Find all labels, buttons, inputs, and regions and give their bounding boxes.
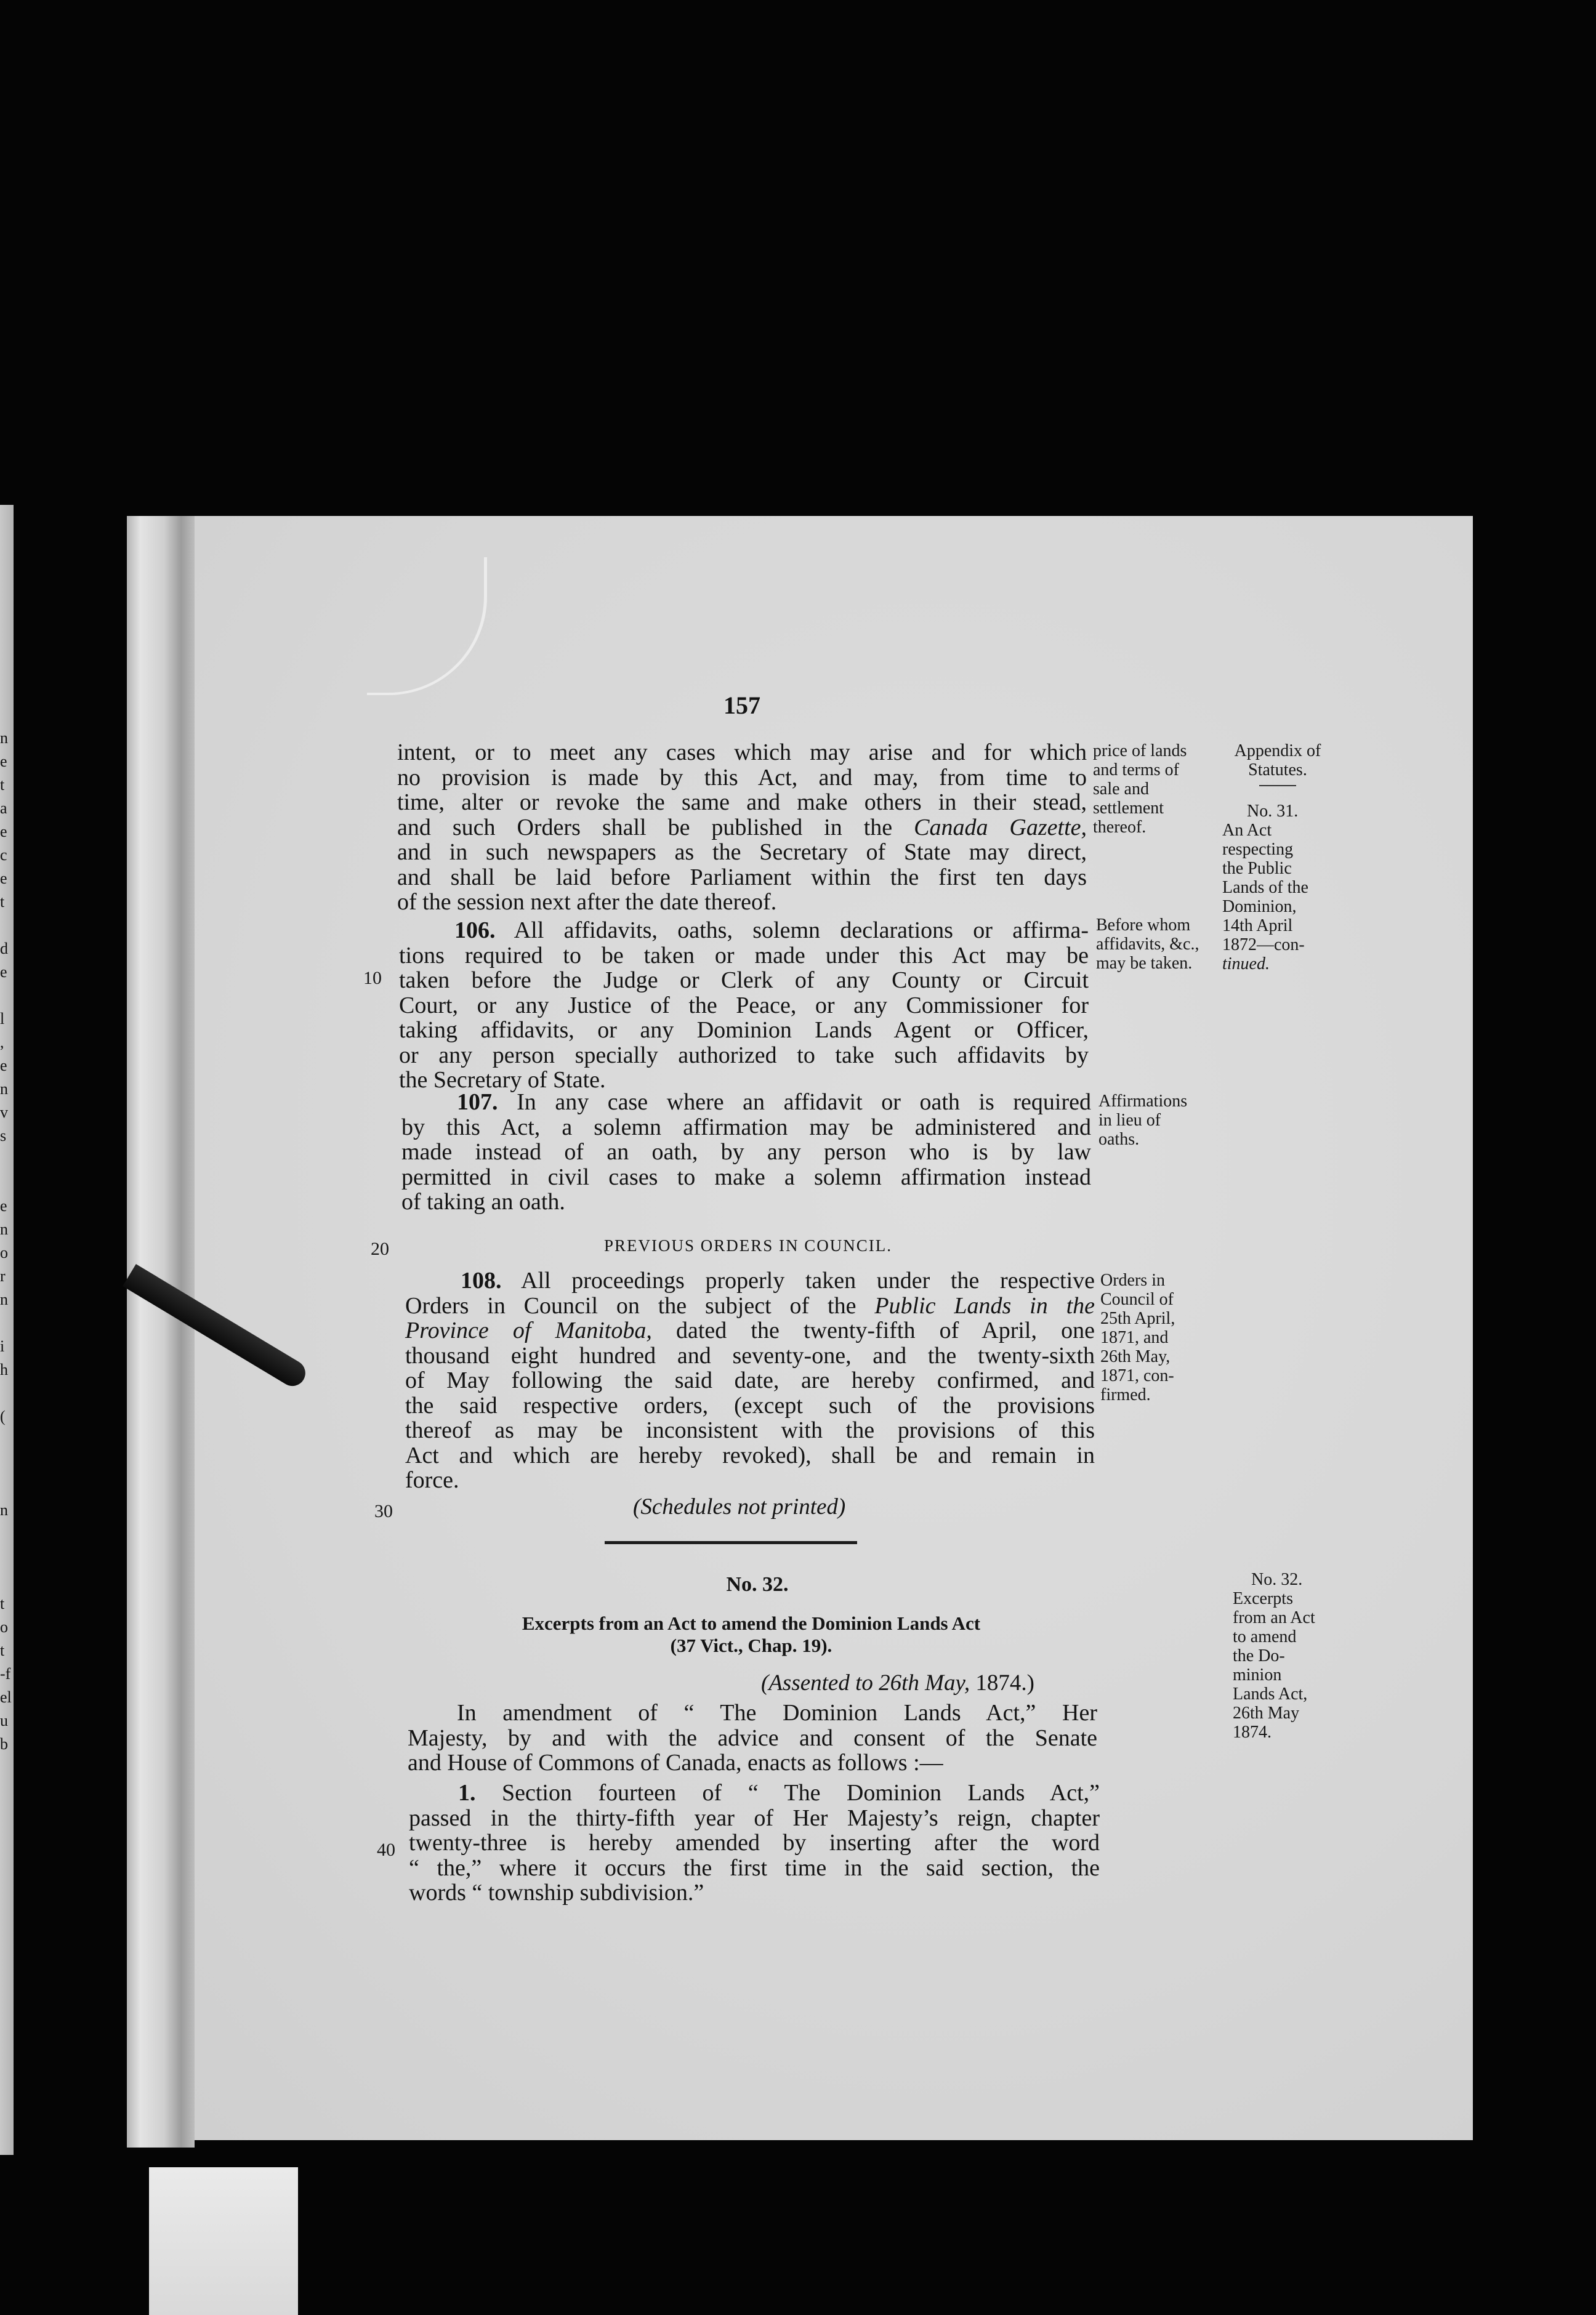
section-number: 108.: [461, 1268, 502, 1294]
adjacent-page-char: c: [0, 846, 7, 864]
section-number: 107.: [457, 1089, 498, 1115]
adjacent-page-char: [0, 1428, 12, 1452]
heading-previous-orders: PREVIOUS ORDERS IN COUNCIL.: [603, 1236, 893, 1255]
paragraph-intro: [397, 740, 1087, 915]
side-note-affirmations: Affirmations in lieu of oaths.: [1098, 1092, 1188, 1149]
act-preamble: In amendment of “ The Dominion Lands Act,” Her Majesty, by and with the advice and consent of the Senate and House of Commons of Canada, enacts as follows :—: [408, 1700, 1097, 1776]
side-note-appendix: Appendix of Statutes.: [1216, 741, 1339, 792]
adjacent-page-char: e: [0, 963, 7, 981]
adjacent-page-char: h: [0, 1361, 8, 1379]
adjacent-page-char: i: [0, 1337, 5, 1355]
adjacent-page-char: l: [0, 1010, 5, 1028]
adjacent-page-char: t: [0, 893, 5, 911]
act-number-title: No. 32.: [726, 1573, 789, 1596]
section-divider: [605, 1541, 857, 1544]
text-line: and shall be laid before Parliament within the first ten days: [397, 864, 1087, 890]
adjacent-page-char: a: [0, 799, 7, 817]
adjacent-page-char: s: [0, 1127, 7, 1145]
page-binding-edge: [127, 516, 195, 2148]
adjacent-page-char: [0, 1475, 12, 1499]
adjacent-page-char: t: [0, 1595, 5, 1612]
side-note-no31: No. 31. An Act respecting the Public Lands of the Dominion, 14th April 1872—con- tinued.: [1222, 802, 1308, 973]
text-line: and such Orders shall be published in the Canada Gazette,: [397, 814, 1087, 840]
adjacent-page-char: r: [0, 1267, 6, 1285]
adjacent-page-char: e: [0, 752, 7, 770]
adjacent-page-char: [0, 914, 12, 937]
section-107: 107. In any case where an affidavit or oath is required by this Act, a solemn affirmation may be administered and made instead of an oath, by any person who is by law permitted in civil cases to make a solemn affirmation instead of taking an oath.: [401, 1089, 1092, 1215]
adjacent-page-char: v: [0, 1103, 8, 1121]
section-number: 106.: [454, 917, 496, 943]
text-line: of the session next after the date thereof.: [397, 889, 777, 915]
adjacent-page-char: [0, 984, 12, 1007]
adjacent-page-text: [0, 727, 12, 1753]
side-note-orders-confirmed: Orders in Council of 25th April, 1871, and 26th May, 1871, con- firmed.: [1100, 1271, 1175, 1404]
act-heading: Excerpts from an Act to amend the Dominion Lands Act (37 Vict., Chap. 19).: [522, 1612, 981, 1656]
adjacent-page-char: [0, 1522, 12, 1545]
line-number-10: 10: [363, 968, 382, 988]
adjacent-page-char: n: [0, 1080, 8, 1098]
adjacent-page-char: [0, 1311, 12, 1335]
adjacent-page-char: ,: [0, 1033, 4, 1051]
text-line: intent, or to meet any cases which may arise and for which: [397, 739, 1087, 765]
adjacent-page-char: [0, 1545, 12, 1569]
page-number: 157: [723, 691, 760, 719]
adjacent-page-char: n: [0, 1290, 8, 1308]
section-108: 108. All proceedings properly taken under the respective Orders in Council on the subject of the Public Lands in the Province of Manitoba, dated the twenty-fifth of April, one thousand eight hundred and seventy-one, and the twenty-sixth of May following the said date, are hereby confirmed, and the said respective orders, (except such of the provisions thereof as may be inconsistent with the provisions of this Act and which are hereby revoked), shall be and remain in force.: [405, 1268, 1095, 1493]
adjacent-page-char: el: [0, 1688, 12, 1706]
adjacent-page-char: [0, 1148, 12, 1171]
section-106: 106. All affidavits, oaths, solemn declarations or affirma- tions required to be taken or made under this Act may be taken before the Judge or Clerk of any County or Circuit Court, or any Justice of the Peace, or any Commissioner for taking affidavits, or any Dominion Lands Agent or Officer, or any person specially authorized to take such affidavits by the Secretary of State.: [399, 917, 1089, 1093]
adjacent-page-char: t: [0, 1641, 5, 1659]
adjacent-page-char: d: [0, 940, 8, 957]
section-number: 1.: [458, 1780, 476, 1806]
adjacent-page-char: -f: [0, 1665, 11, 1683]
text-line: time, alter or revoke the same and make others in their stead,: [397, 789, 1087, 815]
assent-date: (Assented to 26th May, 1874.): [761, 1670, 1034, 1696]
adjacent-page-char: [0, 1569, 12, 1592]
adjacent-page-char: e: [0, 823, 7, 840]
adjacent-page-char: [0, 1452, 12, 1475]
adjacent-page-char: o: [0, 1244, 8, 1262]
adjacent-page-char: [0, 1382, 12, 1405]
act-section-1: 1. Section fourteen of “ The Dominion Lands Act,” passed in the thirty-fifth year of Her Majesty’s reign, chapter twenty-three is hereby amended by inserting after the word “ the,” where it occurs the first time in the said section, the words “ township subdivision.”: [409, 1780, 1100, 1906]
side-note-before-whom: Before whom affidavits, &c., may be taken.: [1096, 916, 1199, 973]
adjacent-page-char: e: [0, 1197, 7, 1215]
line-number-20: 20: [371, 1239, 389, 1259]
adjacent-page-char: t: [0, 776, 5, 794]
rule: [1259, 785, 1296, 786]
adjacent-page-char: n: [0, 1220, 8, 1238]
adjacent-page-char: (: [0, 1407, 6, 1425]
line-number-30: 30: [374, 1501, 393, 1521]
adjacent-page-char: n: [0, 1501, 8, 1519]
text-line: no provision is made by this Act, and may, from time to: [397, 764, 1087, 791]
side-note-price-of-lands: price of lands and terms of sale and settlement thereof.: [1093, 741, 1187, 837]
adjacent-page-char: n: [0, 729, 8, 747]
adjacent-page-char: e: [0, 869, 7, 887]
text-line: and in such newspapers as the Secretary of State may direct,: [397, 839, 1087, 865]
adjacent-page-char: b: [0, 1735, 8, 1753]
scan-target-card: [149, 2167, 298, 2315]
adjacent-page-char: u: [0, 1712, 8, 1729]
side-note-no32: No. 32. Excerpts from an Act to amend the Do- minion Lands Act, 26th May 1874.: [1233, 1570, 1315, 1742]
schedules-note: (Schedules not printed): [633, 1494, 846, 1520]
adjacent-page-char: e: [0, 1057, 7, 1074]
line-number-40: 40: [377, 1840, 395, 1860]
adjacent-page-char: o: [0, 1618, 8, 1636]
adjacent-page-char: [0, 1171, 12, 1194]
